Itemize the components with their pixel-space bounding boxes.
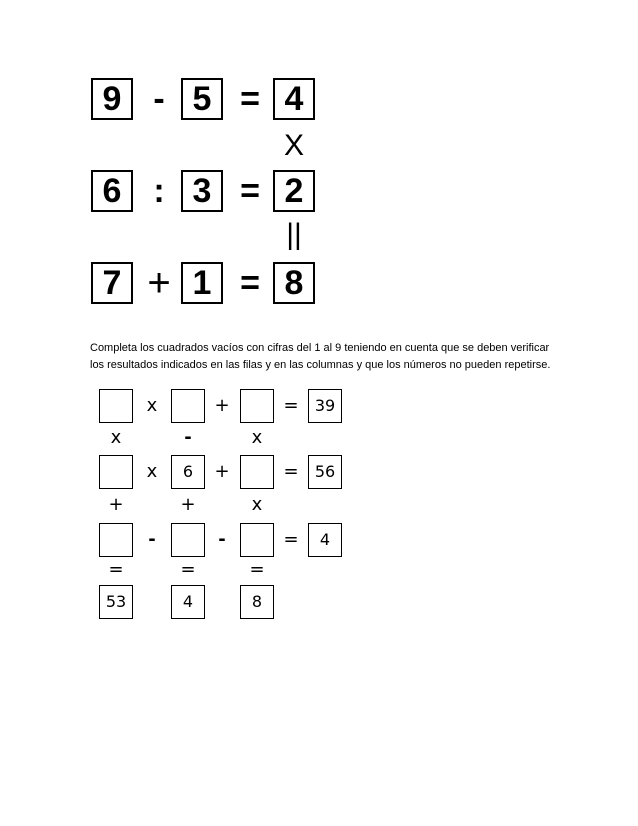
empty-cell[interactable] — [240, 455, 274, 489]
minus-sign: - — [148, 529, 156, 550]
minus-sign: - — [184, 427, 192, 448]
equals-sign: = — [283, 461, 299, 482]
empty-cell[interactable] — [240, 523, 274, 557]
example-cell: 2 — [273, 170, 315, 212]
plus-sign: + — [180, 494, 196, 515]
equals-sign: = — [240, 172, 260, 210]
times-sign: X — [283, 129, 304, 162]
example-cell: 8 — [273, 262, 315, 304]
example-cell: 5 — [181, 78, 223, 120]
equals-sign: = — [240, 80, 260, 118]
minus-sign: - — [218, 529, 226, 550]
plus-sign: + — [214, 461, 230, 482]
equals-sign: = — [108, 559, 124, 580]
minus-sign: - — [153, 80, 165, 118]
row-result: 4 — [308, 523, 342, 557]
column-result: 4 — [171, 585, 205, 619]
column-result: 53 — [99, 585, 133, 619]
empty-cell[interactable] — [171, 389, 205, 423]
empty-cell[interactable] — [99, 455, 133, 489]
times-sign: x — [146, 461, 158, 482]
division-sign: : — [153, 172, 165, 210]
example-cell: 6 — [91, 170, 133, 212]
times-sign: x — [146, 395, 158, 416]
plus-sign: + — [147, 261, 171, 305]
example-cell: 4 — [273, 78, 315, 120]
empty-cell[interactable] — [99, 523, 133, 557]
empty-cell[interactable] — [240, 389, 274, 423]
example-cell: 7 — [91, 262, 133, 304]
example-cell: 1 — [181, 262, 223, 304]
column-result: 8 — [240, 585, 274, 619]
empty-cell[interactable] — [99, 389, 133, 423]
example-cell: 9 — [91, 78, 133, 120]
equals-sign: = — [283, 395, 299, 416]
equals-sign: = — [249, 559, 265, 580]
plus-sign: + — [214, 395, 230, 416]
times-sign: x — [110, 427, 122, 448]
given-cell: 6 — [171, 455, 205, 489]
equals-sign: = — [283, 529, 299, 550]
empty-cell[interactable] — [171, 523, 205, 557]
equals-sign: = — [240, 264, 260, 302]
times-sign: x — [251, 427, 263, 448]
row-result: 56 — [308, 455, 342, 489]
example-cell: 3 — [181, 170, 223, 212]
plus-sign: + — [108, 494, 124, 515]
vertical-equals-sign: || — [286, 218, 302, 251]
row-result: 39 — [308, 389, 342, 423]
instructions-text: Completa los cuadrados vacíos con cifras del 1 al 9 teniendo en cuenta que se deben verificar los resultados indicados en las filas y en las columnas y que los números no pueden repetirse. — [90, 342, 551, 371]
equals-sign: = — [180, 559, 196, 580]
times-sign: x — [251, 494, 263, 515]
